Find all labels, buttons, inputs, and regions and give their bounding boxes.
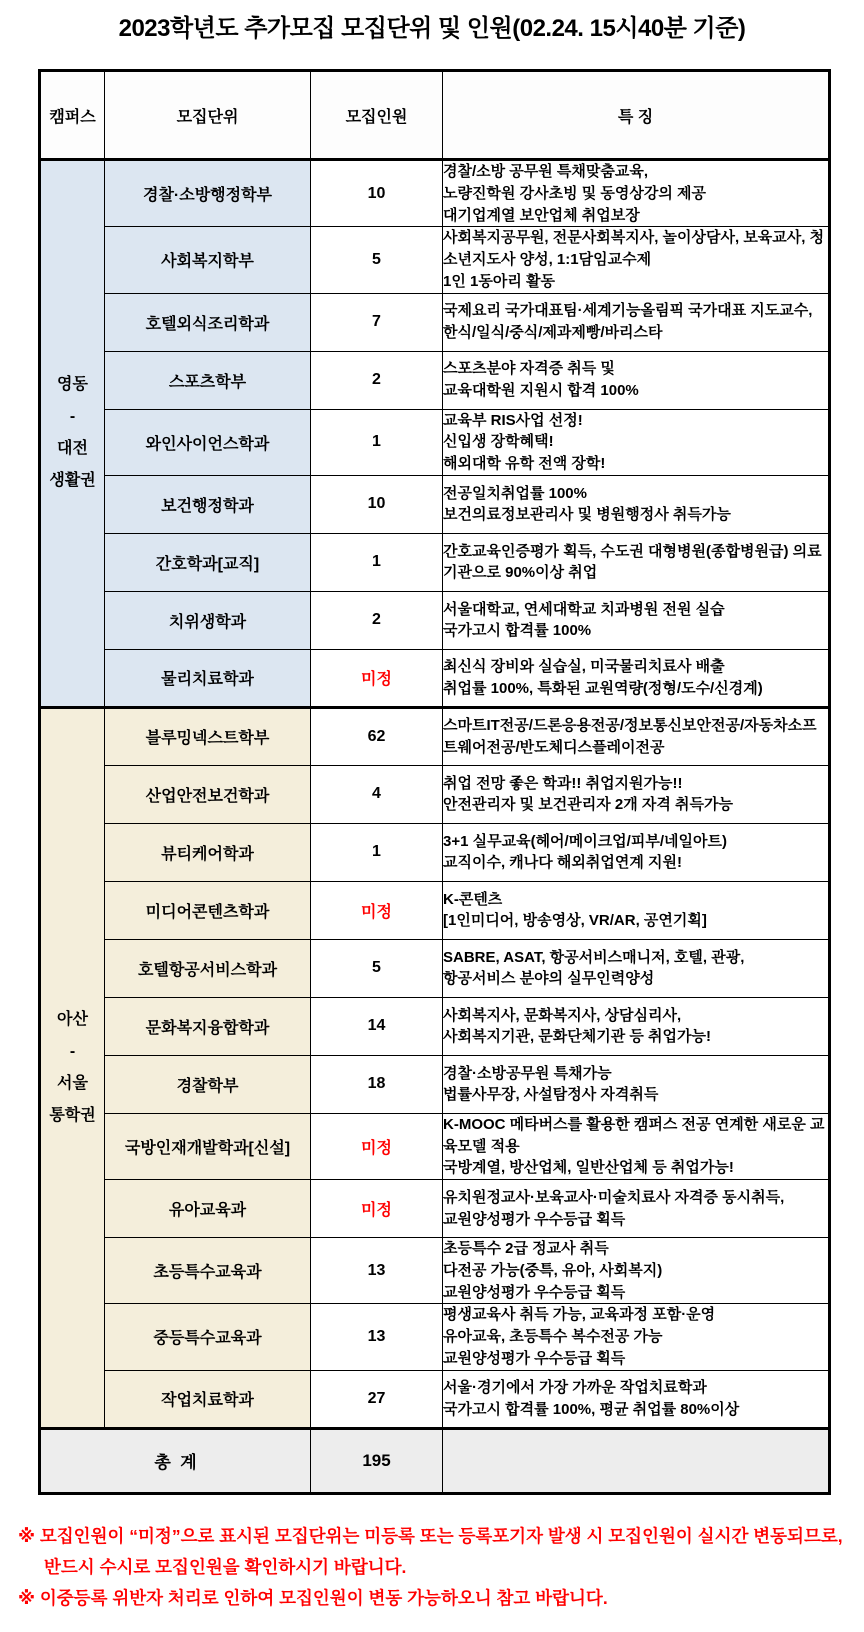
total-quota-cell: 195 <box>311 1428 443 1493</box>
feature-line: 보건의료정보관리사 및 병원행정사 취득가능 <box>443 506 731 524</box>
feature-line: 최신식 장비와 실습실, 미국물리치료사 배출 <box>443 658 725 675</box>
features-cell <box>443 1238 830 1304</box>
table-row <box>40 591 830 649</box>
table-row <box>40 351 830 409</box>
features-cell <box>443 160 830 227</box>
feature-line: 초등특수 2급 정교사 취득 <box>443 1240 609 1257</box>
feature-line: 유치원정교사·보육교사·미술치료사 자격증 동시취득, <box>443 1188 785 1206</box>
quota-cell: 13 <box>311 1304 443 1370</box>
quota-cell: 미정 <box>311 1180 443 1238</box>
feature-line: 교육부 RIS사업 선정! <box>443 411 583 429</box>
campus-label-line: - <box>69 408 76 426</box>
features-cell <box>443 1055 830 1113</box>
feature-line: 국가고시 합격률 100%, 평균 취업률 80%이상 <box>443 1400 740 1418</box>
features-cell <box>443 649 830 707</box>
table-row <box>40 1304 830 1370</box>
unit-cell: 간호학과[교직] <box>105 533 311 591</box>
quota-cell: 4 <box>311 765 443 823</box>
feature-line: 다전공 가능(중특, 유아, 사회복지) <box>443 1261 663 1279</box>
quota-cell: 10 <box>311 475 443 533</box>
feature-line: [1인미디어, 방송영상, VR/AR, 공연기획] <box>443 912 707 930</box>
features-cell <box>443 351 830 409</box>
features-cell <box>443 591 830 649</box>
unit-cell: 문화복지융합학과 <box>105 997 311 1055</box>
feature-line: 신입생 장학혜택! <box>443 433 554 451</box>
campus-label-line: 아산 <box>57 1010 88 1028</box>
campus-label-line: 서울 <box>57 1074 88 1092</box>
feature-line: 법률사무장, 사설탐정사 자격취득 <box>443 1086 659 1104</box>
feature-line: 취업 전망 좋은 학과!! 취업지원가능!! <box>443 774 683 792</box>
total-features-cell <box>443 1428 830 1493</box>
quota-cell: 2 <box>311 591 443 649</box>
feature-line: 전공일치취업률 100% <box>443 484 587 502</box>
footnote-line: ※ 이중등록 위반자 처리로 인하여 모집인원이 변동 가능하오니 참고 바랍니다. <box>18 1587 608 1608</box>
features-cell <box>443 1304 830 1370</box>
table-row <box>40 533 830 591</box>
quota-cell: 미정 <box>311 649 443 707</box>
unit-cell: 경찰·소방행정학부 <box>105 160 311 227</box>
campus-label-line: 대전 <box>57 440 88 458</box>
feature-line: 교직이수, 캐나다 해외취업연계 지원! <box>443 854 683 872</box>
unit-cell: 뷰티케어학과 <box>105 823 311 881</box>
feature-line: 1인 1동아리 활동 <box>443 272 555 290</box>
table-row <box>40 227 830 293</box>
quota-cell: 2 <box>311 351 443 409</box>
feature-line: 평생교육사 취득 가능, 교육과정 포함·운영 <box>443 1306 716 1324</box>
col-header-unit: 모집단위 <box>105 71 311 160</box>
unit-cell: 호텔항공서비스학과 <box>105 939 311 997</box>
col-header-quota: 모집인원 <box>311 71 443 160</box>
total-row <box>40 1428 830 1493</box>
recruitment-table <box>38 69 831 1495</box>
footnote-line: 반드시 수시로 모집인원을 확인하시기 바랍니다. <box>44 1556 407 1577</box>
features-cell <box>443 997 830 1055</box>
features-cell <box>443 939 830 997</box>
feature-line: 간호교육인증평가 획득, 수도권 대형병원(종합병원급) 의료기관으로 90%이상 취업 <box>443 542 822 582</box>
feature-line: 대기업계열 보안업체 취업보장 <box>443 206 640 224</box>
features-cell <box>443 823 830 881</box>
quota-cell: 1 <box>311 533 443 591</box>
features-cell <box>443 293 830 351</box>
table-row <box>40 409 830 475</box>
features-cell <box>443 475 830 533</box>
table-row <box>40 293 830 351</box>
table-row <box>40 881 830 939</box>
table-row <box>40 649 830 707</box>
features-cell <box>443 409 830 475</box>
feature-line: K-MOOC 메타버스를 활용한 캠퍼스 전공 연계한 새로운 교육모델 적용 <box>443 1115 825 1155</box>
quota-cell: 5 <box>311 939 443 997</box>
quota-cell: 18 <box>311 1055 443 1113</box>
table-row <box>40 1370 830 1428</box>
features-cell <box>443 227 830 293</box>
table-row <box>40 1180 830 1238</box>
feature-line: 안전관리자 및 보건관리자 2개 자격 취득가능 <box>443 796 734 814</box>
campus-label-line: 생활권 <box>49 472 96 490</box>
feature-line: 국방계열, 방산업체, 일반산업체 등 취업가능! <box>443 1159 734 1177</box>
features-cell <box>443 765 830 823</box>
total-label-cell: 총 계 <box>40 1428 311 1493</box>
feature-line: 노량진학원 강사초빙 및 동영상강의 제공 <box>443 184 707 202</box>
feature-line: 교원양성평가 우수등급 획득 <box>443 1210 626 1228</box>
unit-cell: 초등특수교육과 <box>105 1238 311 1304</box>
features-cell <box>443 707 830 765</box>
quota-cell: 1 <box>311 409 443 475</box>
quota-cell: 1 <box>311 823 443 881</box>
table-footer <box>40 1428 830 1493</box>
feature-line: 국가고시 합격률 100% <box>443 622 592 640</box>
feature-line: 사회복지사, 문화복지사, 상담심리사, <box>443 1006 682 1024</box>
table-row <box>40 1113 830 1179</box>
table-row <box>40 707 830 765</box>
table-row <box>40 823 830 881</box>
quota-cell: 5 <box>311 227 443 293</box>
table-header <box>40 71 830 160</box>
quota-cell: 62 <box>311 707 443 765</box>
header-row <box>40 71 830 160</box>
unit-cell: 미디어콘텐츠학과 <box>105 881 311 939</box>
unit-cell: 산업안전보건학과 <box>105 765 311 823</box>
features-cell <box>443 881 830 939</box>
table-row <box>40 1055 830 1113</box>
table-row <box>40 475 830 533</box>
campus-cell <box>40 160 105 708</box>
feature-line: 사회복지공무원, 전문사회복지사, 놀이상담사, 보육교사, 청소년지도사 양성, 1:1담임교수제 <box>443 229 825 268</box>
quota-cell: 14 <box>311 997 443 1055</box>
page-title: 2023학년도 추가모집 모집단위 및 인원(02.24. 15시40분 기준) <box>118 15 746 42</box>
footnotes <box>18 1521 864 1614</box>
features-cell <box>443 1180 830 1238</box>
quota-cell: 7 <box>311 293 443 351</box>
table-row <box>40 765 830 823</box>
col-header-campus: 캠퍼스 <box>40 71 105 160</box>
quota-cell: 미정 <box>311 881 443 939</box>
feature-line: 국제요리 국가대표팀·세계기능올림픽 국가대표 지도교수, 한식/일식/중식/제과제빵/바리스타 <box>443 302 813 341</box>
feature-line: 경찰·소방공무원 특채가능 <box>443 1064 612 1082</box>
unit-cell: 블루밍넥스트학부 <box>105 707 311 765</box>
unit-cell: 호텔외식조리학과 <box>105 293 311 351</box>
features-cell <box>443 1113 830 1179</box>
feature-line: 스마트IT전공/드론응용전공/정보통신보안전공/자동차소프트웨어전공/반도체디스플레이전공 <box>443 717 817 756</box>
unit-cell: 작업치료학과 <box>105 1370 311 1428</box>
feature-line: 사회복지기관, 문화단체기관 등 취업가능! <box>443 1028 711 1046</box>
feature-line: SABRE, ASAT, 항공서비스매니저, 호텔, 관광, <box>443 948 745 966</box>
feature-line: 서울대학교, 연세대학교 치과병원 전원 실습 <box>443 600 725 618</box>
feature-line: 교원양성평가 우수등급 획득 <box>443 1349 626 1367</box>
feature-line: 서울·경기에서 가장 가까운 작업치료학과 <box>443 1378 707 1396</box>
campus-label-line: 통학권 <box>49 1106 96 1124</box>
feature-line: 유아교육, 초등특수 복수전공 가능 <box>443 1328 663 1345</box>
unit-cell: 치위생학과 <box>105 591 311 649</box>
feature-line: 해외대학 유학 전액 장학! <box>443 455 606 472</box>
campus-cell <box>40 707 105 1428</box>
unit-cell: 와인사이언스학과 <box>105 409 311 475</box>
unit-cell: 사회복지학부 <box>105 227 311 293</box>
campus-label-line: 영동 <box>57 376 88 394</box>
feature-line: 3+1 실무교육(헤어/메이크업/피부/네일아트) <box>443 832 727 850</box>
unit-cell: 스포츠학부 <box>105 351 311 409</box>
quota-cell: 13 <box>311 1238 443 1304</box>
unit-cell: 중등특수교육과 <box>105 1304 311 1370</box>
table-row <box>40 997 830 1055</box>
campus-label-line: - <box>69 1042 76 1060</box>
unit-cell: 경찰학부 <box>105 1055 311 1113</box>
feature-line: 교원양성평가 우수등급 획득 <box>443 1283 626 1301</box>
feature-line: 경찰/소방 공무원 특채맞춤교육, <box>443 163 649 180</box>
feature-line: 스포츠분야 자격증 취득 및 <box>443 360 615 378</box>
quota-cell: 10 <box>311 160 443 227</box>
unit-cell: 물리치료학과 <box>105 649 311 707</box>
table-row <box>40 939 830 997</box>
feature-line: K-콘텐츠 <box>443 890 503 908</box>
unit-cell: 보건행정학과 <box>105 475 311 533</box>
table-body <box>40 160 830 1429</box>
footnote-line: ※ 모집인원이 “미정”으로 표시된 모집단위는 미등록 또는 등록포기자 발생 시 모집인원이 실시간 변동되므로, <box>18 1525 843 1546</box>
unit-cell: 유아교육과 <box>105 1180 311 1238</box>
feature-line: 교육대학원 지원시 합격 100% <box>443 382 639 399</box>
features-cell <box>443 533 830 591</box>
quota-cell: 27 <box>311 1370 443 1428</box>
quota-cell: 미정 <box>311 1113 443 1179</box>
features-cell <box>443 1370 830 1428</box>
feature-line: 취업률 100%, 특화된 교원역량(정형/도수/신경계) <box>443 679 763 697</box>
table-row <box>40 1238 830 1304</box>
feature-line: 항공서비스 분야의 실무인력양성 <box>443 970 655 988</box>
table-row <box>40 160 830 227</box>
unit-cell: 국방인재개발학과[신설] <box>105 1113 311 1179</box>
col-header-features: 특 징 <box>443 71 830 160</box>
